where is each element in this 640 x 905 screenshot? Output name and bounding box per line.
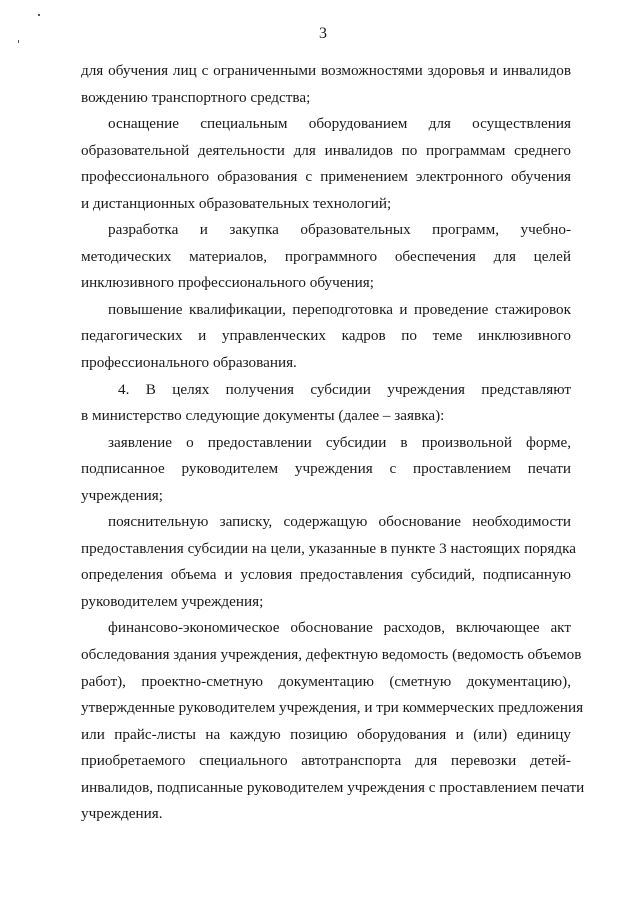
text-line: инклюзивного профессионального обучения; (81, 274, 374, 292)
document-body (81, 58, 585, 828)
paragraph (81, 297, 571, 377)
text-line: утвержденные руководителем учреждения, и три коммерческих предложения (81, 699, 584, 717)
text-line: профессионального образования. (81, 354, 297, 372)
text-line: руководителем учреждения; (81, 592, 264, 610)
paragraph (81, 377, 571, 430)
text-line: учреждения; (81, 486, 163, 504)
paragraph (81, 430, 571, 510)
text-line: оснащение специальным оборудованием для осуществления (108, 115, 571, 133)
text-line: определения объема и условия предоставления субсидий, подписанную (81, 566, 571, 584)
text-line: подписанное руководителем учреждения с проставлением печати (81, 460, 571, 478)
text-line: работ), проектно-сметную документацию (сметную документацию), (81, 672, 571, 690)
text-line: образовательной деятельности для инвалидов по программам среднего (81, 141, 571, 159)
text-line: разработка и закупка образовательных программ, учебно- (108, 221, 571, 239)
text-line: приобретаемого специального автотранспорта для перевозки детей- (81, 752, 571, 770)
text-line: 4. В целях получения субсидии учреждения представляют (118, 380, 571, 398)
text-line: и дистанционных образовательных технологий; (81, 194, 392, 212)
scan-speck (38, 14, 40, 16)
paragraph (81, 111, 571, 217)
text-line: финансово-экономическое обоснование расходов, включающее акт (108, 619, 571, 637)
text-line: инвалидов, подписанные руководителем учреждения с проставлением печати (81, 778, 585, 796)
text-line: профессионального образования с применением электронного обучения (81, 168, 571, 186)
text-line: учреждения. (81, 805, 163, 823)
text-line: пояснительную записку, содержащую обоснование необходимости (108, 513, 571, 531)
paragraph (81, 217, 571, 297)
page-number: 3 (319, 25, 327, 42)
text-line: в министерство следующие документы (далее – заявка): (81, 407, 445, 425)
paragraph (81, 615, 585, 827)
text-line: заявление о предоставлении субсидии в произвольной форме, (108, 433, 571, 451)
text-line: методических материалов, программного обеспечения для целей (81, 247, 571, 265)
text-line: повышение квалификации, переподготовка и проведение стажировок (108, 300, 571, 318)
paragraph (81, 509, 576, 615)
text-line: предоставления субсидии на цели, указанные в пункте 3 настоящих порядка (81, 539, 576, 557)
text-line: для обучения лиц с ограниченными возможностями здоровья и инвалидов (81, 62, 571, 79)
text-line: педагогических и управленческих кадров по теме инклюзивного (81, 327, 571, 345)
text-line: или прайс-листы на каждую позицию оборудования и (или) единицу (81, 725, 571, 743)
text-line: вождению транспортного средства; (81, 88, 311, 106)
paragraph (81, 58, 571, 111)
text-line: обследования здания учреждения, дефектную ведомость (ведомость объемов (81, 646, 582, 664)
